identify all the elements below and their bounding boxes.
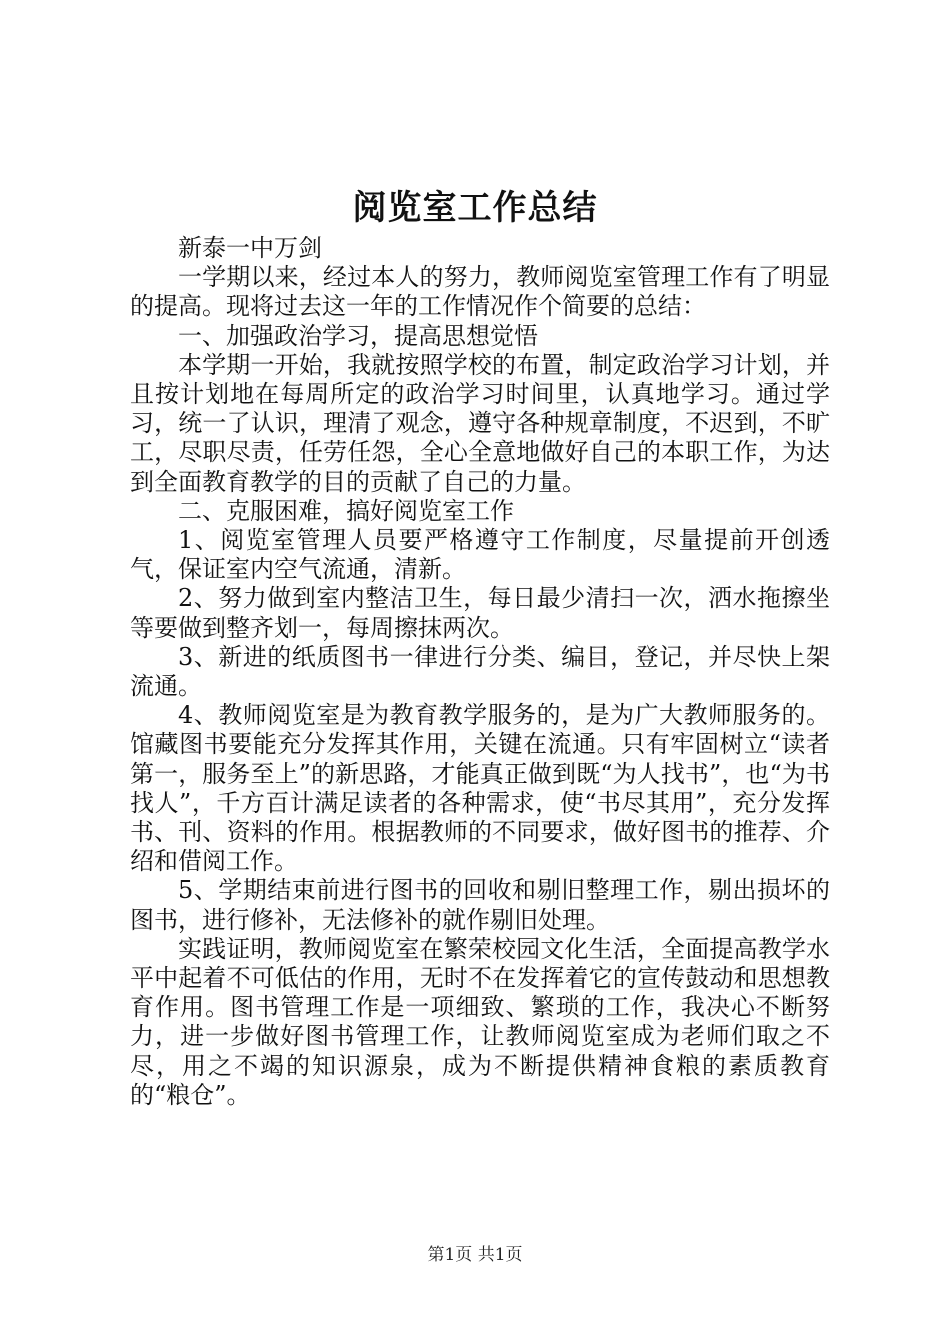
paragraph-conclusion: 实践证明，教师阅览室在繁荣校园文化生活，全面提高教学水平中起着不可低估的作用，无时不在发挥着它的宣传鼓动和思想教育作用。图书管理工作是一项细致、繁琐的工作，我决心不断努力，进一步做好图书管理工作，让教师阅览室成为老师们取之不尽，用之不竭的知识源泉，成为不断提供精神食粮的素质教育的“粮仓”。 [130,934,830,1109]
paragraph-section-1: 本学期一开始，我就按照学校的布置，制定政治学习计划，并且按计划地在每周所定的政治学习时间里，认真地学习。通过学习，统一了认识，理清了观念，遵守各种规章制度，不迟到，不旷工，尽职尽责，任劳任怨，全心全意地做好自己的本职工作，为达到全面教育教学的目的贡献了自己的力量。 [130,350,830,496]
page-number: 第1页 共1页 [427,1245,523,1265]
list-item-1: 1、阅览室管理人员要严格遵守工作制度，尽量提前开创透气，保证室内空气流通，清新。 [130,526,830,584]
author-line: 新泰一中万剑 [178,234,322,262]
list-item-3: 3、新进的纸质图书一律进行分类、编目，登记，并尽快上架流通。 [130,642,830,701]
list-item-4: 4、教师阅览室是为教育教学服务的，是为广大教师服务的。馆藏图书要能充分发挥其作用，关键在流通。只有牢固树立“读者第一，服务至上”的新思路，才能真正做到既“为人找书”，也“为书找人”，千方百计满足读者的各种需求，使“书尽其用”，充分发挥书、刊、资料的作用。根据教师的不同要求，做好图书的推荐、介绍和借阅工作。 [130,701,830,876]
list-item-2: 2、努力做到室内整洁卫生，每日最少清扫一次，洒水拖擦坐等要做到整齐划一，每周擦抹两次。 [130,584,830,642]
list-item-5: 5、学期结束前进行图书的回收和剔旧整理工作，剔出损坏的图书，进行修补，无法修补的就作剔旧处理。 [130,876,830,934]
section-heading-2: 二、克服困难，搞好阅览室工作 [178,496,514,525]
document-body [130,234,830,1110]
document-title: 阅览室工作总结 [352,188,598,228]
section-heading-1: 一、加强政治学习，提高思想觉悟 [178,321,538,350]
paragraph-intro: 一学期以来，经过本人的努力，教师阅览室管理工作有了明显的提高。现将过去这一年的工作情况作个简要的总结： [130,263,830,321]
